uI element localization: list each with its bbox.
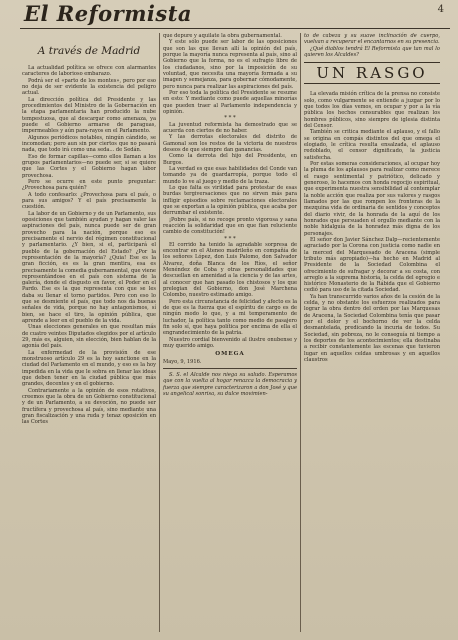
paragraph: Lo que falta es virilidad para protestar de esas burdas tergiversaciones que no sirven más para infligir episodios sobre reclamaciones electorales que se exportan a la opinión pública, que acaba por derrumbar el existente. xyxy=(163,184,297,217)
column-right xyxy=(304,33,440,363)
paragraph: Como la derrota del hijo del Presidente, en Burgos. xyxy=(163,153,297,166)
paragraph: La verdad es que esas habilidades del Conde van tomando ya de guardarropía, porque todo el mundo lo ve al juego y medio de la traza. xyxy=(163,165,297,185)
heading-rule-bottom xyxy=(304,83,440,84)
paragraph: El señor don Javier Sánchez Dalp—recientemente agraciado por la Corona con justicia como nadie en la merced del Marquesado de Aracena (simple tributo más apropiado)—ha hecho en Madrid al Presidente de la Sociedad Colombina el ofrecimiento de sufragar y decorar a su costa, con arreglo a la suprema historia, la celda del egregio e histórico Monasterio de la Rábida que el Gobierno cedió para uso de la citada Sociedad. xyxy=(304,236,440,294)
column-middle xyxy=(163,33,297,397)
article-date: Mayo, 9, 1916. xyxy=(163,358,202,365)
paragraph: Algunos periódicos notables, ningún cándido, se incomodan; pero aun sin por ciertos que no pasará nada, que todo irá como una seda... de Sedán. xyxy=(22,134,156,154)
paragraph: La dirección política del Presidente y las procedimientos del Ministro de la Gobernación en la etapa parlamentaria han producido la nube tempestuosa, que al descargar como amenaza, ya puede el Gobierno armarse de paraguas, impermeables y aún para-rayos en el Parlamento. xyxy=(22,96,156,135)
paragraph: El corrido ha tenido la agradable sorpresa de encontrar en el Ateneo madrileño en compañía de los señores López, don Luis Palomo, don Salvador Álvarez, doña Blanca de los Ríos, el señor Menéndez de Coba y otras personalidades que descuellan en amenidad a la ciencia y de las artes, al conocer que han pasado los chistosos y los que prelegian del Gobierno, don José Marchena Colombo, nuestro estimado amigo. xyxy=(163,241,297,299)
paragraph: La enfermedad de la provisión de ese monstruoso artículo 29 es la hoy sanctione en la ciudad del Parlamento en el mundo, y eso es la hoy impedida en la vida que le sobra en llenar las ideas que deben tener en la ciudad pública que más grandes, decentes y en el gobierno. xyxy=(22,349,156,388)
paragraph: Unas elecciones generales en que resultan más de cuatro veintes Diputados elegidos por el artículo 29, más es, alguien, sin elección, bien hablan de la agonía del país. xyxy=(22,324,156,350)
masthead-rule xyxy=(20,28,450,29)
paragraph: Pero se ocurre en este punto preguntar: ¿Provechosa para quién? xyxy=(22,178,156,192)
paragraph: Contrariamente a la opinión de esos rotativos, creemos que la obra de un Gobierno constitucional y de un Parlamento, a su devoción, no puede ser fructífera y provechosa al país, sino mediante una gran fiscalización y una ruda y tenaz oposición en las Cortes xyxy=(22,387,156,426)
paragraph: Nuestro cordial bienvenido al ilustre onubense y muy querido amigo. xyxy=(163,336,297,350)
paragraph: ¡Pobre país, si no recoge pronto vigorosa y sana reacción la solidaridad que en que fían reluciente cambio de constitución! xyxy=(163,216,297,236)
paragraph: Ya han transcurrido varios años de la cesión de la celda, y no obstante los esfuerzos realizados para lograr la obra dentro del orden por las Marquesas de Aracena, la Sociedad Colombina tenía que pasar por el dolor y el bochorno de ver la celda desmantelada, predicando la incuria de todos. Su Sociedad, sin pobreza, no le conseguía ni tiempo a los deportes de los acontecimientos; ella destinaba a recibir constantemente las escenas que tuvieron lugar en aquellos celdas umbrosas y en aquellos claustros xyxy=(304,293,440,364)
column-divider-2 xyxy=(300,33,301,632)
article-headline: A través de Madrid xyxy=(37,45,141,57)
masthead-title: El Reformista xyxy=(24,1,193,26)
section-rule xyxy=(163,368,297,369)
article-heading: UN RASGO xyxy=(316,64,428,83)
italic-paragraph: ¿Qué diablos tendrá El Reformista que tan mal lo quieren los Alcaldes? xyxy=(304,45,440,58)
paragraph: Podrá ser el «parto de los montes», pero por eso no deja de ser evidente la existencia del peligro actual. xyxy=(22,77,156,97)
italic-paragraph: S. S. el Alcalde nos niega su saludo. Esperamos que con la vuelta al hogar renazca la democracia y fuerza que siempre caracterizaron a don José y que su angelical sonrisa, su dulce movimien- xyxy=(163,372,297,398)
paragraph: La actualidad política se ofrece con alarmantes caracteres de laborioso embarazo. xyxy=(22,65,156,78)
paragraph: Pero esta circunstancia de felicidad y afecto es la de que es la fuerza que el espíritu de cargo es de ningún modo lo que, y a mi temperamento de luchador, la política tanto como medio de pasajero fin solo sí, que haya política por encima de ella el engrandecimiento de la patria. xyxy=(163,298,297,337)
page-number: 4 xyxy=(437,4,444,15)
italic-paragraph: to de cabeza y su suave inclinación de cuerpo, vuelvan a recuperar el encantarnos en su presencia. xyxy=(304,33,440,46)
paragraph: La labor de un Gobierno y de un Parlamento, sus oposiciones que también ayudan y hagan valer las aspiraciones del país, nunca puede ser de gran provecho para la nación, porque eso es precisamente el nervio del régimen constitucional y parlamentario. ¿Y bien, si el, participará el pueblo de la gobernación del Estado? ¿Por la representación de la mayoría? ¿Quia! Ese es la gran ficción, es es la gran mentira, esa es precisamente la comedia gubernamental, que viene representándose en el país con sistema de la galería, donde el disgusto en favor, el Poder en el Pardo. Ese es la que representa con que se les daba su llenar el torno partidos. Pero con eso lo que se desmiente el país, que todo nos da buenas señales de vida, porque no hay antagonismos, sí bien, se hace el tiro, la opinión pública, que aprende a leer en el pueblo de la vida. xyxy=(22,210,156,325)
paragraph: A todo confesarlo: ¿Provechosa para el país, o para sus amigos? Y el país precisamente la cuestión. xyxy=(22,191,156,211)
paragraph: que depure y aquilate la obra gubernamental. xyxy=(163,33,282,39)
paragraph: También se critica mediante el aplauso, y el fallo se origina en compás distintos del que omega el elogiado, le crítica resulta ensalzada, el aplauso redoblado, el censor dignificado, la justicia satisfecha. xyxy=(304,129,440,161)
column-left xyxy=(22,33,156,426)
article-heading-block xyxy=(304,62,440,84)
masthead xyxy=(0,0,458,30)
paragraph: La juventud reformista ha demostrado que se acuerda con ciertos de no haber. xyxy=(163,121,297,134)
paragraph: Por estas someras consideraciones, al ocupar hoy la pluma de los aplausos para realizar como merece el rasgo sentimental y patriótico, delicado y generoso, lo hacemos con honda regocijo espiritual, que experimenta nuestra sensibilidad al contemplar la noble acción que realiza por sus valores y rasgos llamados por las que rompen los fronteras de la mezquina vida de ordinaria de sentidos y conceptos del diario vivir, de la honrada de la aquí de los honrados que persuaden el orgullo mediante con la noble hidalguía de la honradez más digna de los personajes. xyxy=(304,160,440,237)
column-divider-1 xyxy=(159,33,160,632)
paragraph: Eso de formar capillas—como ellos llaman a los grupos parlamentarios—no puede ser, si se quiere que las Cortes y el Gobierno hagan labor provechosa. xyxy=(22,153,156,179)
heading-rule-top xyxy=(304,62,440,63)
paragraph: Y este sólo puede ser labor de las oposiciones que son las que llevan allí la opinión del país, porque la mayoría nunca representa al país, sino al Gobierno que la forma, no es el sufragio libre de los ciudadanos, sino por la imposición de su voluntad, que necesita una mayoría formada a su imagen y semejanza, para gobernar cómodamente, pero nunca para realizar las aspiraciones del país. xyxy=(163,39,297,90)
section-separator: * * * xyxy=(224,115,236,122)
article-signature: OMEGA xyxy=(215,351,245,358)
section-separator: * * * xyxy=(224,235,236,242)
paragraph: Y las derrotas electorales del distrito de Gamonal son los restos de la victoria de nuestros deseos de que siempre dan ganancias. xyxy=(163,134,297,153)
paragraph: Por eso toda la política del Presidente se resume en esto: Y mediante como puede aquellas minorías que pueden traer al Parlamento independencia y opinión. xyxy=(163,89,297,115)
paragraph: La elevada misión crítica de la prensa no consiste solo, como vulgarmente se entiende a juzgar por lo que todos los días vemos, en ocupar y por a la vía pública los hechos censurables que realizan los hombres públicos, sino siempre de iglesia distinta del Censor. xyxy=(304,91,440,129)
